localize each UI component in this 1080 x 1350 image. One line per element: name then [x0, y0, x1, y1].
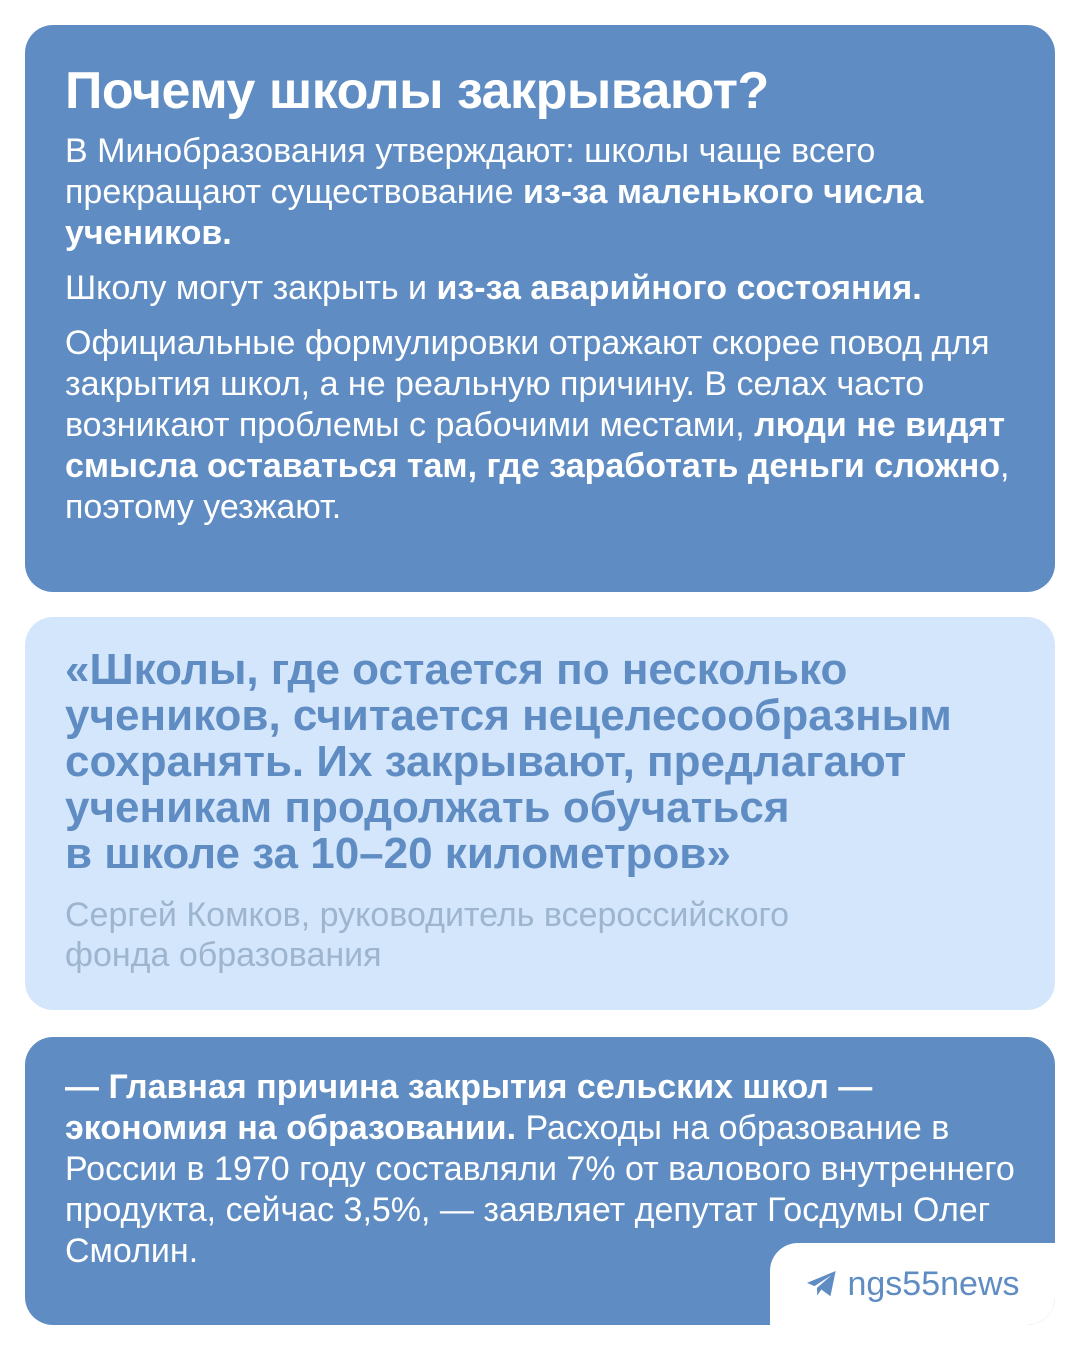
paragraph-bold: из-за маленького числа учеников. — [65, 173, 924, 252]
telegram-icon — [805, 1269, 839, 1299]
channel-name: ngs55news — [847, 1264, 1020, 1303]
paragraph-official — [65, 323, 1015, 528]
paragraph-text: Расходы на образование в России в 1970 году составляли 7% от валового внутреннего продукта, сейчас 3,5%, — заявляет депутат Госдумы Олег Смолин. — [65, 1109, 1015, 1270]
why-schools-close-card — [25, 25, 1055, 592]
quote-card — [25, 617, 1055, 1010]
paragraph-smolin — [65, 1067, 1015, 1272]
paragraph-bold: — Главная причина закрытия сельских школ — экономия на образовании. — [65, 1068, 873, 1147]
card-title: Почему школы закрывают? — [65, 62, 769, 120]
paragraph-ministry — [65, 131, 1015, 254]
paragraph-text: Школу могут закрыть и — [65, 269, 437, 307]
paragraph-emergency — [65, 268, 1015, 309]
quote-text: «Школы, где остается по несколько учеников, считается нецелесообразным сохранять. Их закрывают, предлагают ученикам продолжать обучаться в школе за 10–20 километров» — [65, 645, 952, 878]
paragraph-text: Официальные формулировки отражают скорее повод для закрытия школ, а не реальную причину. В селах часто возникают проблемы с рабочими местами, — [65, 324, 990, 444]
paragraph-bold: из-за аварийного состояния. — [436, 269, 922, 307]
paragraph-text: В Минобразования утверждают: школы чаще всего прекращают существование — [65, 132, 876, 211]
channel-badge[interactable] — [770, 1243, 1055, 1325]
quote-attribution: Сергей Комков, руководитель всероссийского фонда образования — [65, 896, 790, 974]
paragraph-text: , поэтому уезжают. — [65, 447, 1010, 526]
paragraph-bold: люди не видят смысла оставаться там, где заработать деньги сложно — [65, 406, 1006, 485]
